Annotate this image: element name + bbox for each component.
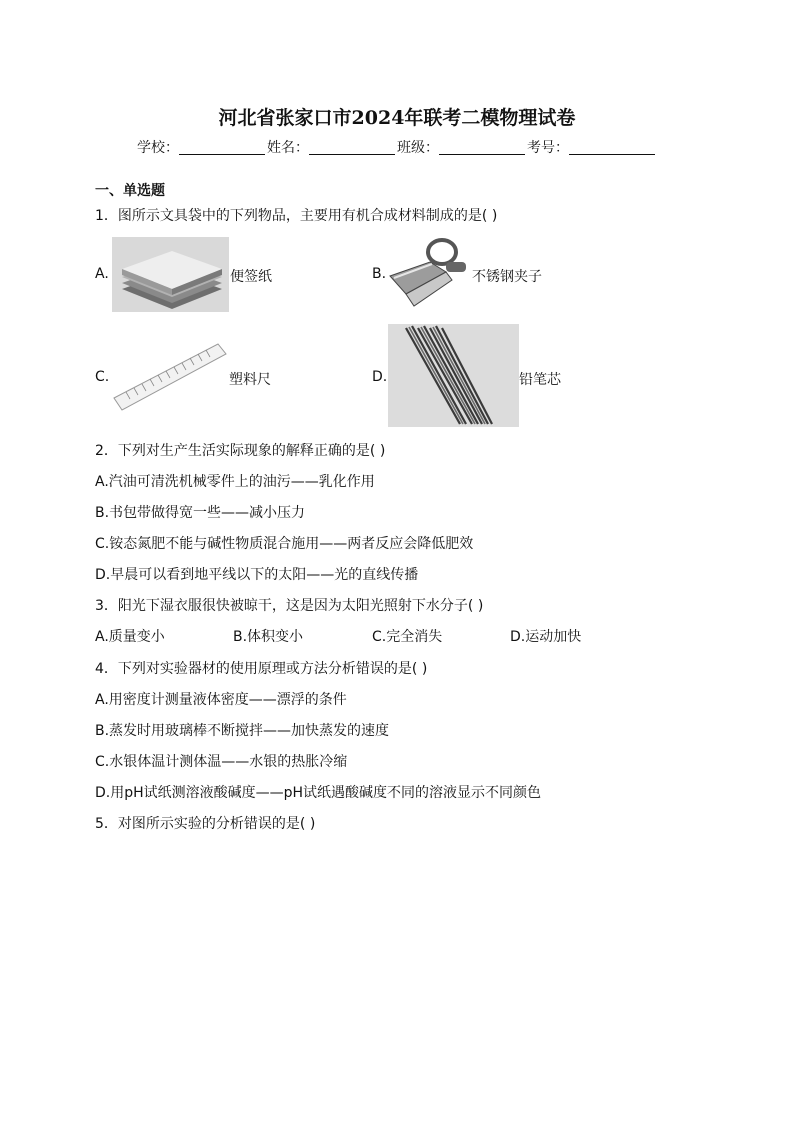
q3-option-a: A.质量变小 [95, 629, 165, 645]
q3-stem: 3．阳光下湿衣服很快被晾干，这是因为太阳光照射下水分子( ) [95, 598, 484, 614]
name-label: 姓名： [267, 140, 309, 156]
student-info-row [0, 137, 794, 157]
name-blank[interactable] [309, 140, 395, 155]
q2-stem: 2．下列对生产生活实际现象的解释正确的是( ) [95, 443, 386, 459]
q1-option-b-text: 不锈钢夹子 [472, 269, 542, 285]
q4-option-d: D.用pH试纸测溶液酸碱度——pH试纸遇酸碱度不同的溶液显示不同颜色 [95, 785, 542, 801]
q2-option-a: A.汽油可清洗机械零件上的油污——乳化作用 [95, 474, 375, 490]
pencil-leads-image [388, 324, 519, 427]
q2-option-b: B.书包带做得宽一些——减小压力 [95, 505, 306, 521]
section-heading: 一、单选题 [95, 183, 165, 199]
q4-option-b: B.蒸发时用玻璃棒不断搅拌——加快蒸发的速度 [95, 723, 390, 739]
q3-option-d: D.运动加快 [510, 629, 582, 645]
q1-option-c-letter: C. [95, 369, 110, 385]
class-label: 班级： [397, 140, 439, 156]
q1-option-d-letter: D. [372, 369, 388, 385]
q1-option-a-letter: A. [95, 266, 109, 282]
page-title: 河北省张家口市2024年联考二模物理试卷 [218, 107, 576, 129]
q1-option-d-text: 铅笔芯 [519, 372, 561, 388]
q2-option-d: D.早晨可以看到地平线以下的太阳——光的直线传播 [95, 567, 419, 583]
school-blank[interactable] [179, 140, 265, 155]
q4-stem: 4．下列对实验器材的使用原理或方法分析错误的是( ) [95, 661, 428, 677]
sticky-notes-image [112, 237, 229, 312]
steel-clip-image [386, 236, 471, 316]
q5-stem: 5．对图所示实验的分析错误的是( ) [95, 816, 316, 832]
exam-number-label: 考号： [527, 140, 569, 156]
plastic-ruler-image [110, 336, 228, 416]
q4-option-a: A.用密度计测量液体密度——漂浮的条件 [95, 692, 347, 708]
q4-option-c: C.水银体温计测体温——水银的热胀冷缩 [95, 754, 348, 770]
q3-option-b: B.体积变小 [233, 629, 304, 645]
q1-option-a-text: 便签纸 [230, 269, 272, 285]
q1-option-b-letter: B. [372, 266, 387, 282]
exam-number-blank[interactable] [569, 140, 655, 155]
q1-stem: 1．图所示文具袋中的下列物品，主要用有机合成材料制成的是( ) [95, 208, 498, 224]
q1-option-c-text: 塑料尺 [229, 372, 271, 388]
q2-option-c: C.铵态氮肥不能与碱性物质混合施用——两者反应会降低肥效 [95, 536, 474, 552]
q3-option-c: C.完全消失 [372, 629, 443, 645]
class-blank[interactable] [439, 140, 525, 155]
school-label: 学校： [137, 140, 179, 156]
